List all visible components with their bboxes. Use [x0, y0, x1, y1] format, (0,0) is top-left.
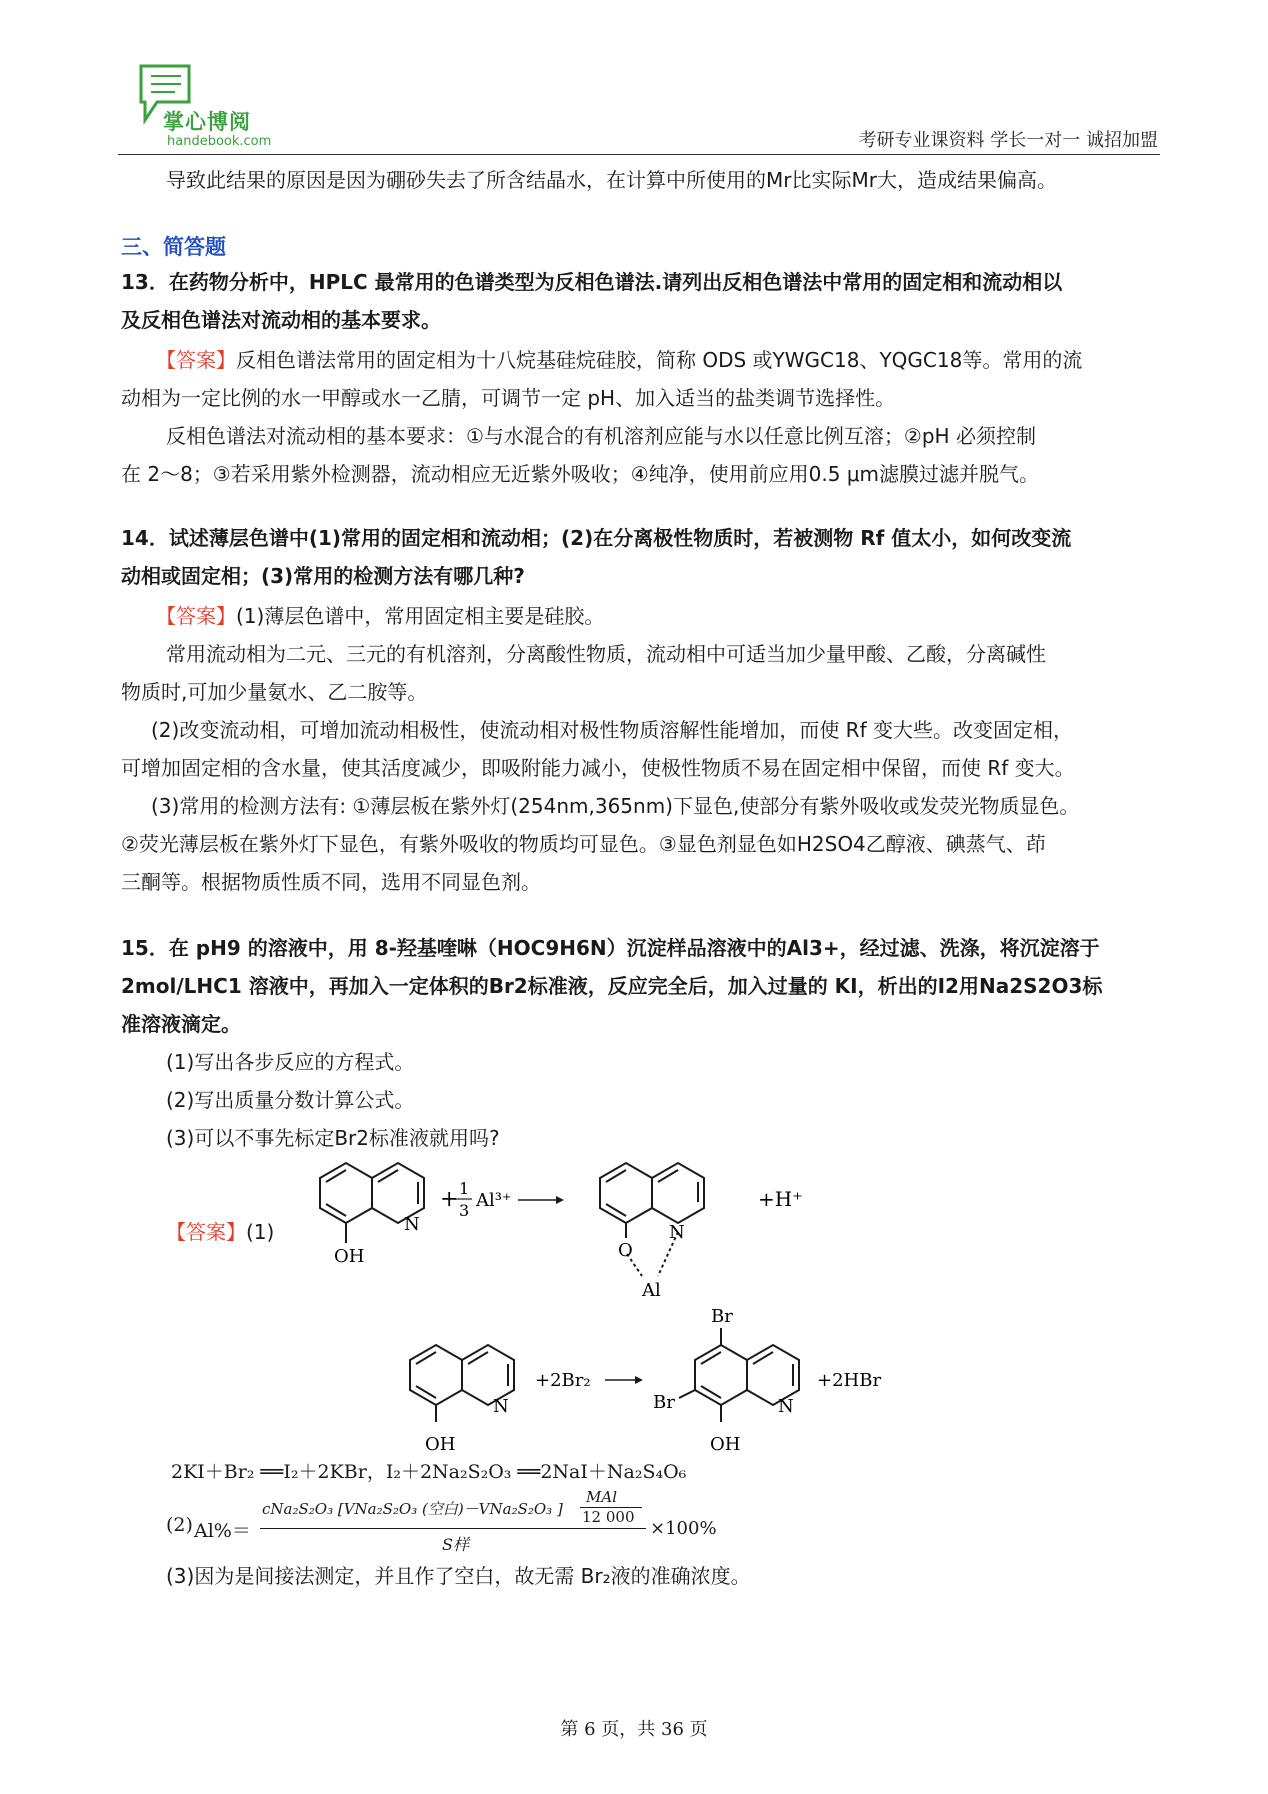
- coef-denominator: 3: [459, 1201, 470, 1220]
- fraction-bar: [260, 1528, 646, 1529]
- question-15-line3: 准溶液滴定。: [121, 1012, 241, 1036]
- proton-product: +H⁺: [758, 1187, 803, 1211]
- formula-molar-mass: MAl: [586, 1488, 617, 1506]
- formula-molar-mass-divisor: 12 000: [582, 1508, 635, 1526]
- reaction-2-diagram: [395, 1300, 955, 1460]
- nitrogen-label: N: [404, 1214, 420, 1235]
- answer-13-line4: 在 2～8；③若采用紫外检测器，流动相应无近紫外吸收；④纯净，使用前应用0.5 μm滤膜过滤并脱气。: [121, 462, 1040, 486]
- nitrogen-label: N: [493, 1396, 509, 1417]
- coef-numerator: 1: [459, 1179, 470, 1198]
- formula-denominator: S样: [442, 1535, 469, 1554]
- question-13-line2: 及反相色谱法对流动相的基本要求。: [121, 308, 441, 332]
- arrow-icon: [635, 1376, 643, 1384]
- subquestion-2: (2)写出质量分数计算公式。: [166, 1088, 415, 1112]
- answer-tag: 【答案】: [156, 348, 236, 372]
- nitrogen-label: N: [778, 1396, 794, 1417]
- question-15-line2: 2mol/LHC1 溶液中，再加入一定体积的Br2标准液，反应完全后，加入过量的 KI，析出的I2用Na2S2O3标: [121, 974, 1103, 998]
- paragraph: 导致此结果的原因是因为硼砂失去了所含结晶水，在计算中所使用的Mr比实际Mr大，造成结果偏高。: [166, 168, 1057, 192]
- answer-15-label: [166, 1218, 274, 1246]
- answer-tag: 【答案】: [166, 1220, 246, 1244]
- hydroxyl-label: OH: [425, 1434, 456, 1455]
- subquestion-3: (3)可以不事先标定Br2标准液就用吗?: [166, 1126, 500, 1150]
- answer-text: 反相色谱法常用的固定相为十八烷基硅烷硅胶，简称 ODS 或YWGC18、YQGC18等。常用的流: [236, 348, 1083, 372]
- answer-14-line1: [156, 602, 604, 630]
- answer-14-line2: 常用流动相为二元、三元的有机溶剂，分离酸性物质，流动相中可适当加少量甲酸、乙酸，分离碱性: [166, 642, 1046, 666]
- nitrogen-label: N: [669, 1222, 685, 1243]
- arrow-icon: [556, 1196, 564, 1204]
- bromine-label: Br: [711, 1306, 733, 1327]
- hydroxyl-label: OH: [710, 1434, 741, 1455]
- answer-14-line7: ②荧光薄层板在紫外灯下显色，有紫外吸收的物质均可显色。③显色剂显色如H2SO4乙醇液、碘蒸气、茚: [121, 832, 1046, 856]
- question-14-line2: 动相或固定相；(3)常用的检测方法有哪几种?: [121, 564, 525, 588]
- answer-14-line6: (3)常用的检测方法有: ①薄层板在紫外灯(254nm,365nm)下显色,使部分有紫外吸收或发荧光物质显色。: [151, 794, 1080, 818]
- plus-sign: +: [440, 1187, 459, 1212]
- answer-text: (1)薄层色谱中，常用固定相主要是硅胶。: [236, 604, 605, 628]
- section-title: 三、简答题: [121, 235, 226, 259]
- equation-3: 2KI＋Br₂ ══I₂＋2KBr，I₂＋2Na₂S₂O₃ ══2NaI＋Na₂S₄O₆: [171, 1461, 687, 1483]
- question-13-line1: 13．在药物分析中，HPLC 最常用的色谱类型为反相色谱法.请列出反相色谱法中常用的固定相和流动相以: [121, 270, 1063, 294]
- aluminum-label: Al: [642, 1280, 661, 1301]
- answer-part-number: (2): [166, 1514, 193, 1536]
- answer-14-line5: 可增加固定相的含水量，使其活度减少，即吸附能力减小，使极性物质不易在固定相中保留，而使 Rf 变大。: [121, 756, 1075, 780]
- header-divider: [118, 154, 1160, 155]
- brand-logo: [135, 62, 305, 152]
- answer-14-line4: (2)改变流动相，可增加流动相极性，使流动相对极性物质溶解性能增加，而使 Rf 变大些。改变固定相，: [151, 718, 1073, 742]
- answer-part-number: (1): [246, 1220, 275, 1244]
- bromine-reagent: +2Br₂: [535, 1370, 591, 1391]
- logo-text: 掌心博阅: [163, 110, 251, 134]
- mass-fraction-formula: [166, 1490, 766, 1554]
- answer-14-line3: 物质时,可加少量氨水、乙二胺等。: [121, 680, 428, 704]
- aluminum-ion: Al³⁺: [476, 1190, 512, 1211]
- logo-url: handebook.com: [167, 134, 272, 149]
- answer-15-part3: (3)因为是间接法测定，并且作了空白，故无需 Br₂液的准确浓度。: [166, 1564, 751, 1588]
- answer-14-line8: 三酮等。根据物质性质不同，选用不同显色剂。: [121, 870, 541, 894]
- reaction-1-diagram: [280, 1158, 880, 1308]
- question-15-line1: 15．在 pH9 的溶液中，用 8-羟基喹啉（HOC9H6N）沉淀样品溶液中的Al3+，经过滤、洗涤，将沉淀溶于: [121, 936, 1100, 960]
- answer-tag: 【答案】: [156, 604, 236, 628]
- hbr-product: +2HBr: [817, 1370, 882, 1391]
- hydroxyl-label: OH: [334, 1246, 365, 1267]
- formula-lhs: Al%＝: [194, 1520, 251, 1542]
- formula-numerator: cNa₂S₂O₃ [VNa₂S₂O₃ (空白)－VNa₂S₂O₃ ]: [262, 1500, 563, 1518]
- page-number: 第 6 页，共 36 页: [560, 1719, 708, 1740]
- al-complex-structure: [600, 1163, 704, 1276]
- formula-tail: ×100%: [650, 1518, 717, 1539]
- header-slogan: 考研专业课资料 学长一对一 诚招加盟: [858, 130, 1158, 151]
- answer-13-line1: [156, 346, 1082, 374]
- subquestion-1: (1)写出各步反应的方程式。: [166, 1050, 415, 1074]
- oxygen-label: O: [618, 1240, 633, 1261]
- bromine-label: Br: [653, 1392, 675, 1413]
- question-14-line1: 14．试述薄层色谱中(1)常用的固定相和流动相；(2)在分离极性物质时，若被测物 Rf 值太小，如何改变流: [121, 526, 1072, 550]
- answer-13-line2: 动相为一定比例的水一甲醇或水一乙腈，可调节一定 pH、加入适当的盐类调节选择性。: [121, 386, 896, 410]
- answer-13-line3: 反相色谱法对流动相的基本要求：①与水混合的有机溶剂应能与水以任意比例互溶；②pH 必须控制: [166, 424, 1036, 448]
